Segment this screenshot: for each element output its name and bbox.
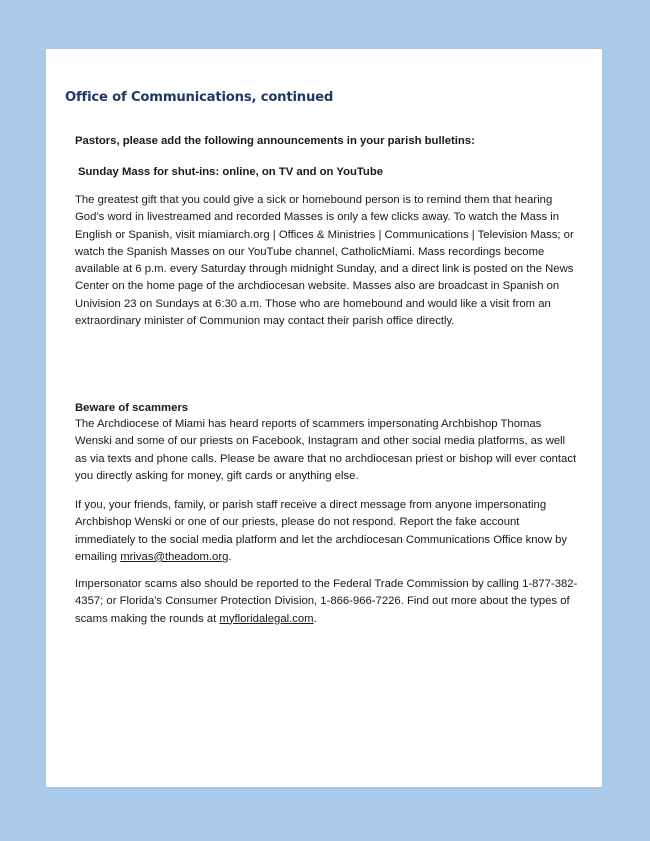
- scammers-paragraph-3-end: .: [313, 612, 317, 625]
- scammers-paragraph-3-text: Impersonator scams also should be reported to the Federal Trade Commission by calling 1-877-382-4357; or Florida’s Consumer Protection Division, 1-866-966-7226. Find out more about the types of scams making the rounds at: [75, 578, 578, 625]
- section-heading-sunday-mass: Sunday Mass for shut-ins: online, on TV and on YouTube: [78, 166, 384, 178]
- section-heading-scammers: Beware of scammers: [75, 402, 189, 414]
- scammers-paragraph-2-end: .: [228, 550, 232, 563]
- sunday-mass-paragraph: The greatest gift that you could give a sick or homebound person is to remind them that hearing God’s word in livestreamed and recorded Masses is only a few clicks away. To watch the Mass in English or Spanish, visit miamiarch.org | Offices & Ministries | Communications | Television Mass; or watch the Spanish Masses on our YouTube channel, CatholicMiami. Mass recordings become available at 6 p.m. every Saturday through midnight Sunday, and a direct link is posted on the News Center on the home page of the archdiocesan website. Masses also are broadcast in Spanish on Univision 23 on Sundays at 6:30 a.m. Those who are homebound and would like a visit from an extraordinary minister of Communion may contact their parish office directly.: [75, 194, 574, 328]
- scammers-paragraph-2-text: If you, your friends, family, or parish staff receive a direct message from anyone impersonating Archbishop Wenski or one of our priests, please do not respond. Report the fake account immediately to the social media platform and let the archdiocesan Communications Office know by emailing: [75, 499, 568, 563]
- email-link[interactable]: mrivas@theadom.org: [120, 550, 229, 563]
- scammers-paragraph-3: [75, 576, 580, 628]
- page-title: Office of Communications, continued: [65, 90, 334, 105]
- document-page: [46, 49, 602, 787]
- intro-text: Pastors, please add the following announcements in your parish bulletins:: [75, 135, 475, 147]
- myfloridalegal-link[interactable]: myfloridalegal.com: [219, 612, 314, 625]
- scammers-paragraph-1: The Archdiocese of Miami has heard reports of scammers impersonating Archbishop Thomas Wenski and some of our priests on Facebook, Instagram and other social media platforms, as well as via texts and phone calls. Please be aware that no archdiocesan priest or bishop will ever contact you directly asking for money, gift cards or anything else.: [75, 418, 577, 482]
- scammers-paragraph-2: [75, 497, 580, 566]
